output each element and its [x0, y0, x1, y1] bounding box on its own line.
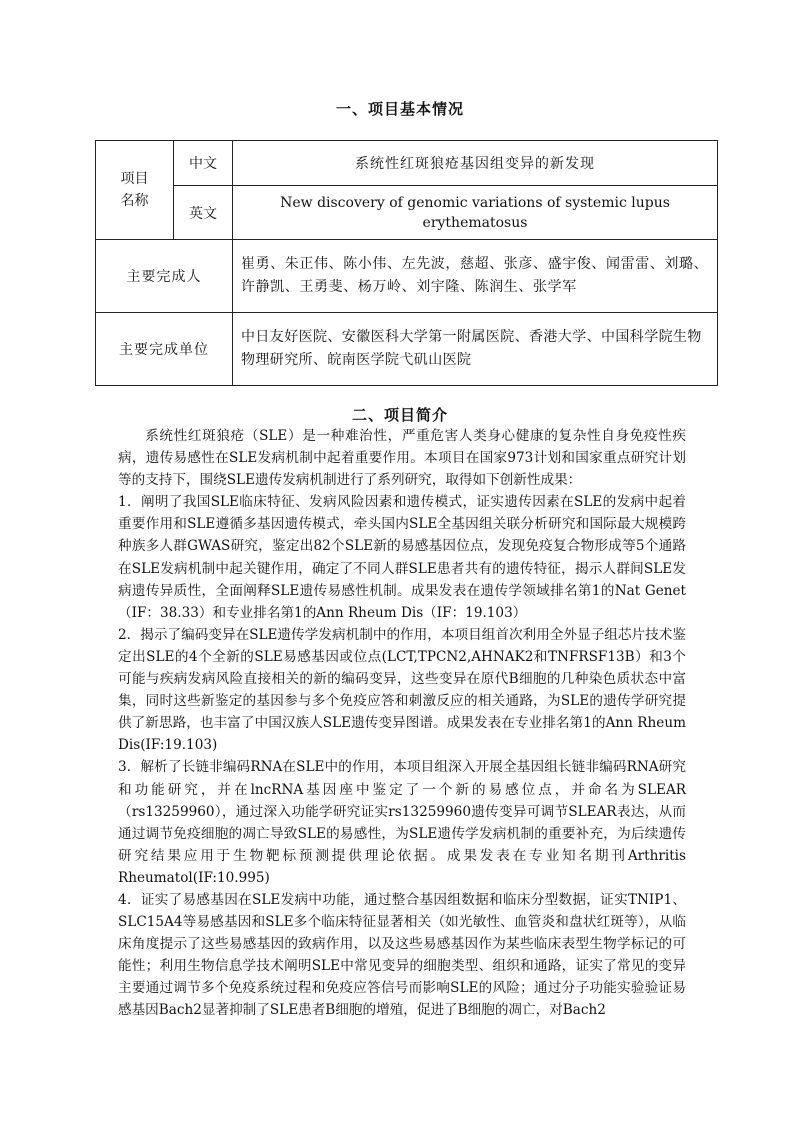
summary-body [118, 425, 686, 1022]
summary-intro-paragraph: 系统性红斑狼疮（SLE）是一种难治性，严重危害人类身心健康的复杂性自身免疫性疾病，遗传易感性在SLE发病机制中起着重要作用。本项目在国家973计划和国家重点研究计划等的支持下，围绕SLE遗传发病机制进行了系列研究，取得如下创新性成果： [118, 428, 686, 489]
summary-point-1: 1．阐明了我国SLE临床特征、发病风险因素和遗传模式，证实遗传因素在SLE的发病中起着重要作用和SLE遵循多基因遗传模式，牵头国内SLE全基因组关联分析研究和国际最大规模跨种族多人群GWAS研究，鉴定出82个SLE新的易感基因位点，发现免疫复合物形成等5个通路在SLE发病机制中起关键作用，确定了不同人群SLE患者共有的遗传特征，揭示人群间SLE发病遗传异质性，全面阐释SLE遗传易感性机制。成果发表在遗传学领域排名第1的Nat Genet（IF：38.33）和专业排名第1的Ann Rheum Dis（IF：19.103） [118, 494, 686, 621]
chinese-label: 中文 [174, 141, 233, 186]
completers-label: 主要完成人 [96, 240, 233, 313]
units-list: 中日友好医院、安徽医科大学第一附属医院、香港大学、中国科学院生物物理研究所、皖南医学院弋矶山医院 [233, 313, 718, 386]
project-info-table [95, 140, 718, 386]
english-label: 英文 [174, 186, 233, 240]
summary-point-4: 4．证实了易感基因在SLE发病中功能，通过整合基因组数据和临床分型数据，证实TNIP1、SLC15A4等易感基因和SLE多个临床特征显著相关（如光敏性、血管炎和盘状红斑等），从临床角度提示了这些易感基因的致病作用，以及这些易感基因作为某些临床表型生物学标记的可能性；利用生物信息学技术阐明SLE中常见变异的细胞类型、组织和通路，证实了常见的变异主要通过调节多个免疫系统过程和免疫应答信号而影响SLE的风险；通过分子功能实验验证易感基因Bach2显著抑制了SLE患者B细胞的增殖，促进了B细胞的凋亡，对Bach2 [118, 891, 686, 1019]
completers-list: 崔勇、朱正伟、陈小伟、左先波，慈超、张彦、盛宇俊、闻雷雷、刘璐、许静凯、王勇斐、杨万岭、刘宇隆、陈润生、张学军 [233, 240, 718, 313]
units-label: 主要完成单位 [96, 313, 233, 386]
section-title-basic-info: 一、项目基本情况 [335, 100, 464, 118]
section-title-summary: 二、项目简介 [351, 406, 448, 424]
summary-point-3: 3．解析了长链非编码RNA在SLE中的作用，本项目组深入开展全基因组长链非编码RNA研究和功能研究，并在lncRNA基因座中鉴定了一个新的易感位点，并命名为SLEAR（rs13259960），通过深入功能学研究证实rs13259960遗传变异可调节SLEAR表达，从而通过调节免疫细胞的凋亡导致SLE的易感性，为SLE遗传学发病机制的重要补充，为后续遗传研究结果应用于生物靶标预测提供理论依据。成果发表在专业知名期刊Arthritis Rheumatol(IF:10.995) [118, 759, 686, 886]
summary-point-2: 2．揭示了编码变异在SLE遗传学发病机制中的作用，本项目组首次利用全外显子组芯片技术鉴定出SLE的4个全新的SLE易感基因或位点(LCT,TPCN2,AHNAK2和TNFRSF13B）和3个可能与疾病发病风险直接相关的新的编码变异，这些变异在原代B细胞的几种染色质状态中富集，同时这些新鉴定的基因参与多个免疫应答和刺激反应的相关通路，为SLE的遗传学研究提供了新思路，也丰富了中国汉族人SLE遗传变异图谱。成果发表在专业排名第1的Ann Rheum Dis(IF:19.103) [118, 626, 686, 754]
project-name-label [96, 141, 174, 240]
chinese-title: 系统性红斑狼疮基因组变异的新发现 [233, 141, 718, 186]
english-title: New discovery of genomic variations of systemic lupus erythematosus [233, 186, 718, 240]
project-name-label-text: 项目 名称 [120, 171, 149, 209]
